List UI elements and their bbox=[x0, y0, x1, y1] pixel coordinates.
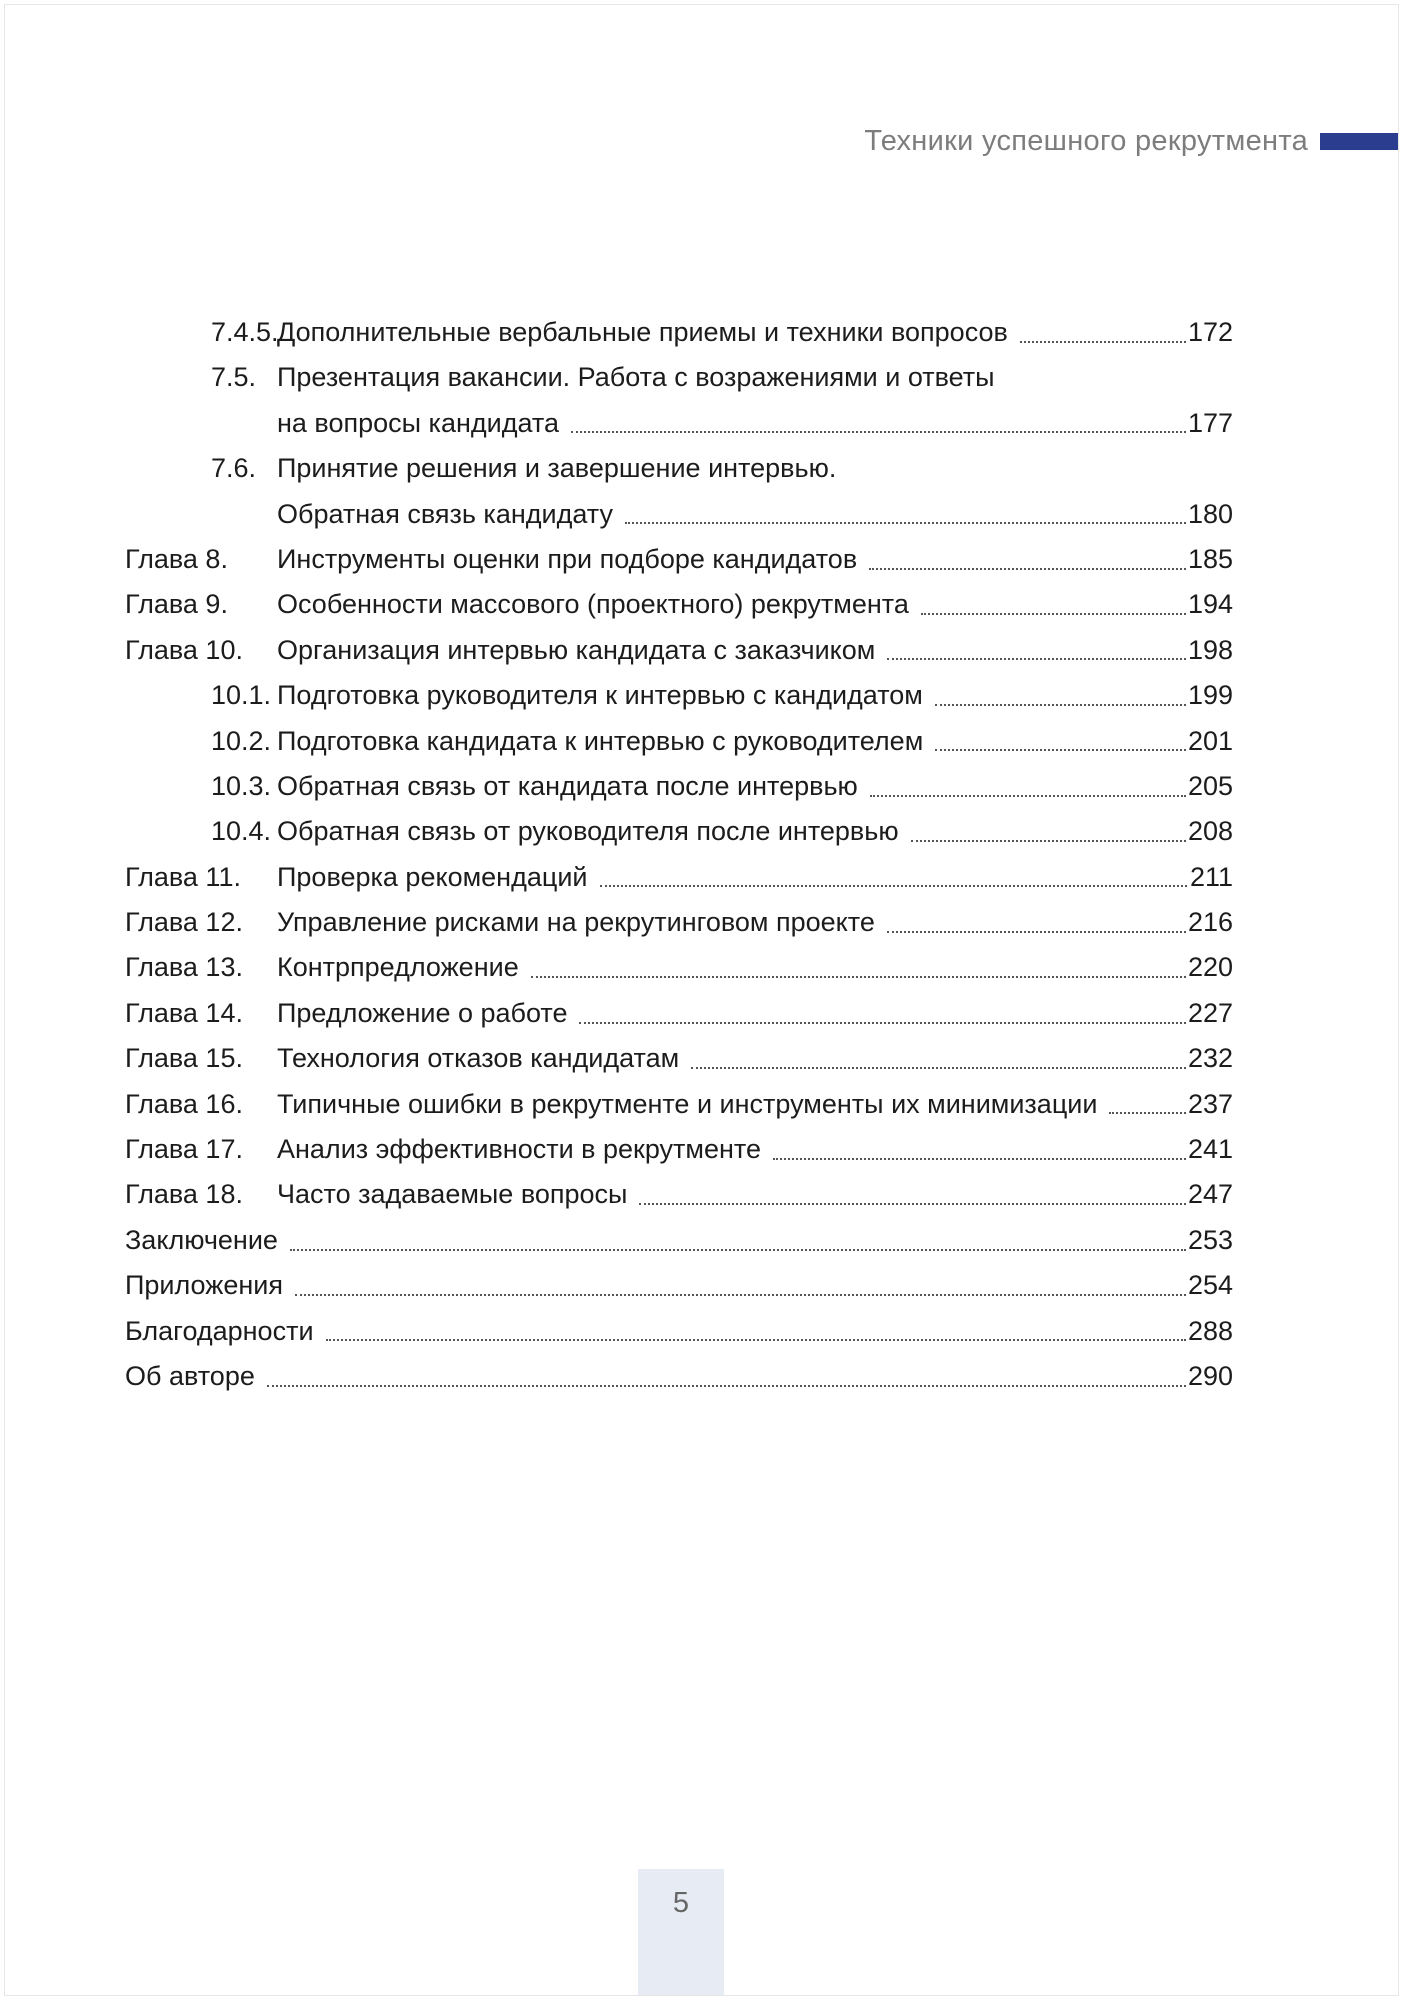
toc-entry-page: 185 bbox=[1187, 543, 1233, 574]
toc-entry-number: Глава 9. bbox=[125, 589, 228, 620]
toc-entry-number: Глава 11. bbox=[125, 861, 241, 892]
toc-dot-leader bbox=[639, 1203, 1186, 1205]
toc-dot-leader bbox=[935, 704, 1186, 706]
toc-dot-leader bbox=[773, 1158, 1186, 1160]
toc-entry-title: Принятие решения и завершение интервью. bbox=[277, 453, 837, 484]
toc-entry-title: Подготовка руководителя к интервью с кандидатом bbox=[277, 680, 923, 711]
toc-entry-page: 198 bbox=[1187, 634, 1233, 665]
toc-entry-page: 288 bbox=[1187, 1315, 1233, 1346]
toc-entry-page: 290 bbox=[1187, 1360, 1233, 1391]
toc-entry-page: 211 bbox=[1189, 861, 1233, 892]
toc-entry-title: Анализ эффективности в рекрутменте bbox=[277, 1134, 761, 1165]
toc-entry-page: 241 bbox=[1187, 1134, 1233, 1165]
toc-entry-title: Организация интервью кандидата с заказчиком bbox=[277, 634, 876, 665]
toc-entry[interactable] bbox=[125, 673, 1233, 718]
toc-dot-leader bbox=[887, 931, 1186, 933]
toc-dot-leader bbox=[921, 613, 1186, 615]
toc-entry-number: 7.5. bbox=[211, 362, 257, 393]
toc-dot-leader bbox=[935, 749, 1186, 751]
toc-entry[interactable] bbox=[125, 809, 1233, 854]
toc-entry[interactable] bbox=[125, 719, 1233, 764]
toc-entry-title: на вопросы кандидата bbox=[277, 407, 559, 438]
toc-entry-number: 10.4. bbox=[211, 816, 272, 847]
toc-entry-number: Глава 8. bbox=[125, 543, 228, 574]
toc-entry-page: 232 bbox=[1187, 1043, 1233, 1074]
toc-entry-title: Контрпредложение bbox=[277, 952, 519, 983]
toc-entry[interactable] bbox=[125, 446, 1233, 491]
toc-entry[interactable] bbox=[125, 855, 1233, 900]
toc-entry-number: 10.1. bbox=[211, 680, 272, 711]
toc-entry-number: Глава 13. bbox=[125, 952, 243, 983]
toc-entry-page: 172 bbox=[1187, 317, 1233, 347]
toc-dot-leader bbox=[600, 885, 1188, 887]
toc-entry-title: Об авторе bbox=[125, 1360, 255, 1391]
page-number-box bbox=[638, 1869, 724, 1995]
toc-entry-number: Глава 14. bbox=[125, 997, 243, 1028]
toc-entry-page: 208 bbox=[1187, 816, 1233, 847]
running-header bbox=[864, 125, 1398, 158]
toc-entry-page: 199 bbox=[1187, 680, 1233, 711]
toc-dot-leader bbox=[625, 522, 1186, 524]
toc-entry-page: 180 bbox=[1187, 498, 1233, 529]
toc-entry[interactable] bbox=[125, 1036, 1233, 1081]
toc-dot-leader bbox=[531, 976, 1186, 978]
toc-entry[interactable] bbox=[125, 1127, 1233, 1172]
toc-dot-leader bbox=[326, 1339, 1186, 1341]
toc-entry-title: Предложение о работе bbox=[277, 997, 568, 1028]
toc-entry-number: Глава 16. bbox=[125, 1088, 243, 1119]
toc-entry-title: Обратная связь от кандидата после интервью bbox=[277, 770, 858, 801]
toc-entry[interactable] bbox=[125, 945, 1233, 990]
toc-dot-leader bbox=[295, 1294, 1186, 1296]
toc-entry[interactable] bbox=[125, 1354, 1233, 1399]
toc-entry-title: Презентация вакансии. Работа с возражениями и ответы bbox=[277, 362, 995, 393]
running-header-title: Техники успешного рекрутмента bbox=[864, 125, 1308, 157]
toc-entry-page: 227 bbox=[1187, 997, 1233, 1028]
toc-entry[interactable] bbox=[125, 310, 1233, 355]
toc-entry-title: Часто задаваемые вопросы bbox=[277, 1179, 628, 1210]
toc-entry[interactable] bbox=[125, 1082, 1233, 1127]
toc-entry[interactable] bbox=[125, 764, 1233, 809]
toc-entry-page: 216 bbox=[1187, 907, 1233, 938]
toc-entry-title: Управление рисками на рекрутинговом проекте bbox=[277, 907, 875, 938]
toc-entry[interactable] bbox=[125, 582, 1233, 627]
toc-entry-number: Глава 18. bbox=[125, 1179, 243, 1210]
toc-entry[interactable] bbox=[125, 991, 1233, 1036]
toc-dot-leader bbox=[267, 1385, 1186, 1387]
toc-entry[interactable] bbox=[125, 537, 1233, 582]
toc-entry[interactable] bbox=[125, 492, 1233, 537]
toc-dot-leader bbox=[579, 1022, 1185, 1024]
toc-entry-page: 205 bbox=[1187, 770, 1233, 801]
toc-entry-title: Заключение bbox=[125, 1224, 278, 1255]
toc-entry-page: 194 bbox=[1187, 589, 1233, 620]
toc-entry-title: Проверка рекомендаций bbox=[277, 861, 588, 892]
toc-entry[interactable] bbox=[125, 401, 1233, 446]
toc-entry-page: 220 bbox=[1187, 952, 1233, 983]
toc-dot-leader bbox=[691, 1067, 1186, 1069]
page-number: 5 bbox=[672, 1887, 690, 1919]
toc-dot-leader bbox=[911, 840, 1186, 842]
toc-entry-title: Технология отказов кандидатам bbox=[277, 1043, 680, 1074]
toc-entry-title: Обратная связь от руководителя после интервью bbox=[277, 816, 899, 847]
toc-entry-page: 247 bbox=[1187, 1179, 1233, 1210]
toc-dot-leader bbox=[870, 795, 1186, 797]
header-accent-bar bbox=[1320, 133, 1398, 150]
toc-entry-title: Благодарности bbox=[125, 1315, 314, 1346]
toc-dot-leader bbox=[869, 568, 1186, 570]
toc-entry-number: Глава 10. bbox=[125, 634, 243, 665]
toc-entry-title: Инструменты оценки при подборе кандидатов bbox=[277, 543, 858, 574]
toc-entry[interactable] bbox=[125, 1218, 1233, 1263]
toc-entry[interactable] bbox=[125, 900, 1233, 945]
toc-entry-page: 253 bbox=[1187, 1224, 1233, 1255]
toc-entry-title: Подготовка кандидата к интервью с руководителем bbox=[277, 725, 924, 756]
toc-entry-page: 254 bbox=[1187, 1270, 1233, 1301]
toc-entry-page: 201 bbox=[1187, 725, 1233, 756]
toc-entry-number: Глава 17. bbox=[125, 1134, 243, 1165]
toc-entry[interactable] bbox=[125, 1172, 1233, 1217]
toc-entry-title: Дополнительные вербальные приемы и техники вопросов bbox=[277, 317, 1008, 347]
toc-entry-number: Глава 12. bbox=[125, 907, 243, 938]
toc-entry[interactable] bbox=[125, 1309, 1233, 1354]
toc-dot-leader bbox=[887, 658, 1186, 660]
toc-entry[interactable] bbox=[125, 628, 1233, 673]
toc-entry-number: 10.3. bbox=[211, 770, 272, 801]
toc-entry-number: 7.6. bbox=[211, 453, 257, 484]
toc-dot-leader bbox=[571, 431, 1186, 433]
toc-entry-number: Глава 15. bbox=[125, 1043, 243, 1074]
toc-entry-page: 177 bbox=[1187, 407, 1233, 438]
toc-entry[interactable] bbox=[125, 1263, 1233, 1308]
toc-dot-leader bbox=[1020, 341, 1186, 343]
toc-entry-title: Особенности массового (проектного) рекрутмента bbox=[277, 589, 909, 620]
toc-entry[interactable] bbox=[125, 355, 1233, 400]
toc-entry-page: 237 bbox=[1187, 1088, 1233, 1119]
toc-entry-title: Обратная связь кандидату bbox=[277, 498, 613, 529]
toc-dot-leader bbox=[290, 1249, 1186, 1251]
toc-entry-number: 7.4.5. bbox=[211, 317, 279, 347]
toc-dot-leader bbox=[1109, 1112, 1185, 1114]
toc-entry-title: Типичные ошибки в рекрутменте и инструменты их минимизации bbox=[277, 1088, 1098, 1119]
table-of-contents bbox=[125, 310, 1233, 1399]
toc-entry-title: Приложения bbox=[125, 1270, 283, 1301]
toc-entry-number: 10.2. bbox=[211, 725, 272, 756]
